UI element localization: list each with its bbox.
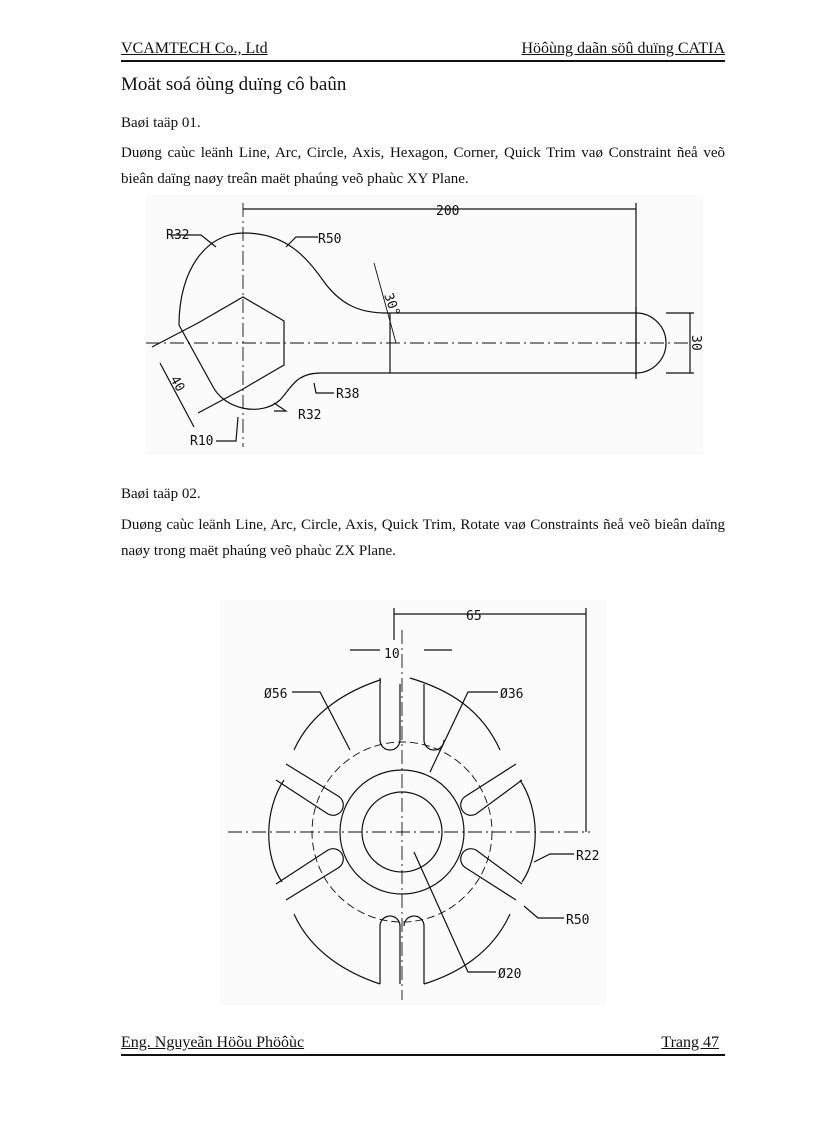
footer-page-number: Trang 47 [661, 1034, 719, 1051]
dim-r22: R22 [576, 849, 600, 864]
dim-r32-top: R32 [166, 228, 190, 243]
exercise-2-label: Baøi taäp 02. [121, 486, 201, 502]
page-header [121, 40, 725, 62]
dim-r50: R50 [318, 232, 342, 247]
exercise-2-text: Duøng caùc leänh Line, Arc, Circle, Axis, Quick Trim, Rotate vaø Constraints ñeå veõ bieân daïng naøy trong maët phaúng veõ phaùc ZX Plane. [121, 517, 725, 559]
header-company: VCAMTECH Co., Ltd [121, 40, 268, 57]
dim-d36: Ø36 [500, 687, 524, 702]
dim-40: 40 [166, 373, 188, 395]
dim-r38: R38 [336, 387, 360, 402]
dim-30: 30 [688, 335, 703, 351]
dim-r32-bottom: R32 [298, 408, 322, 423]
dim-65: 65 [466, 609, 482, 624]
figure-gear [220, 600, 606, 1005]
footer-author: Eng. Nguyeãn Höõu Phöôùc [121, 1034, 305, 1051]
exercise-1-text: Duøng caùc leänh Line, Arc, Circle, Axis, Hexagon, Corner, Quick Trim vaø Constraint ñeå veõ bieân daïng naøy treân maët phaúng veõ phaùc XY Plane. [121, 145, 725, 187]
exercise-1-label: Baøi taäp 01. [121, 115, 201, 131]
header-guide-title: Höôùng daãn söû duïng CATIA [521, 40, 725, 57]
dim-200: 200 [436, 204, 460, 219]
gear-drawing [220, 600, 606, 1005]
dim-10: 10 [384, 647, 400, 662]
wrench-drawing [146, 195, 703, 455]
section-title: Moät soá öùng duïng cô baûn [121, 74, 347, 95]
dim-r10: R10 [190, 434, 214, 449]
figure-wrench [146, 195, 703, 455]
dim-d20: Ø20 [498, 967, 522, 982]
page-footer [121, 1034, 725, 1056]
dim-d56: Ø56 [264, 687, 288, 702]
dim-r50: R50 [566, 913, 590, 928]
dim-angle-30: 30° [380, 291, 403, 319]
